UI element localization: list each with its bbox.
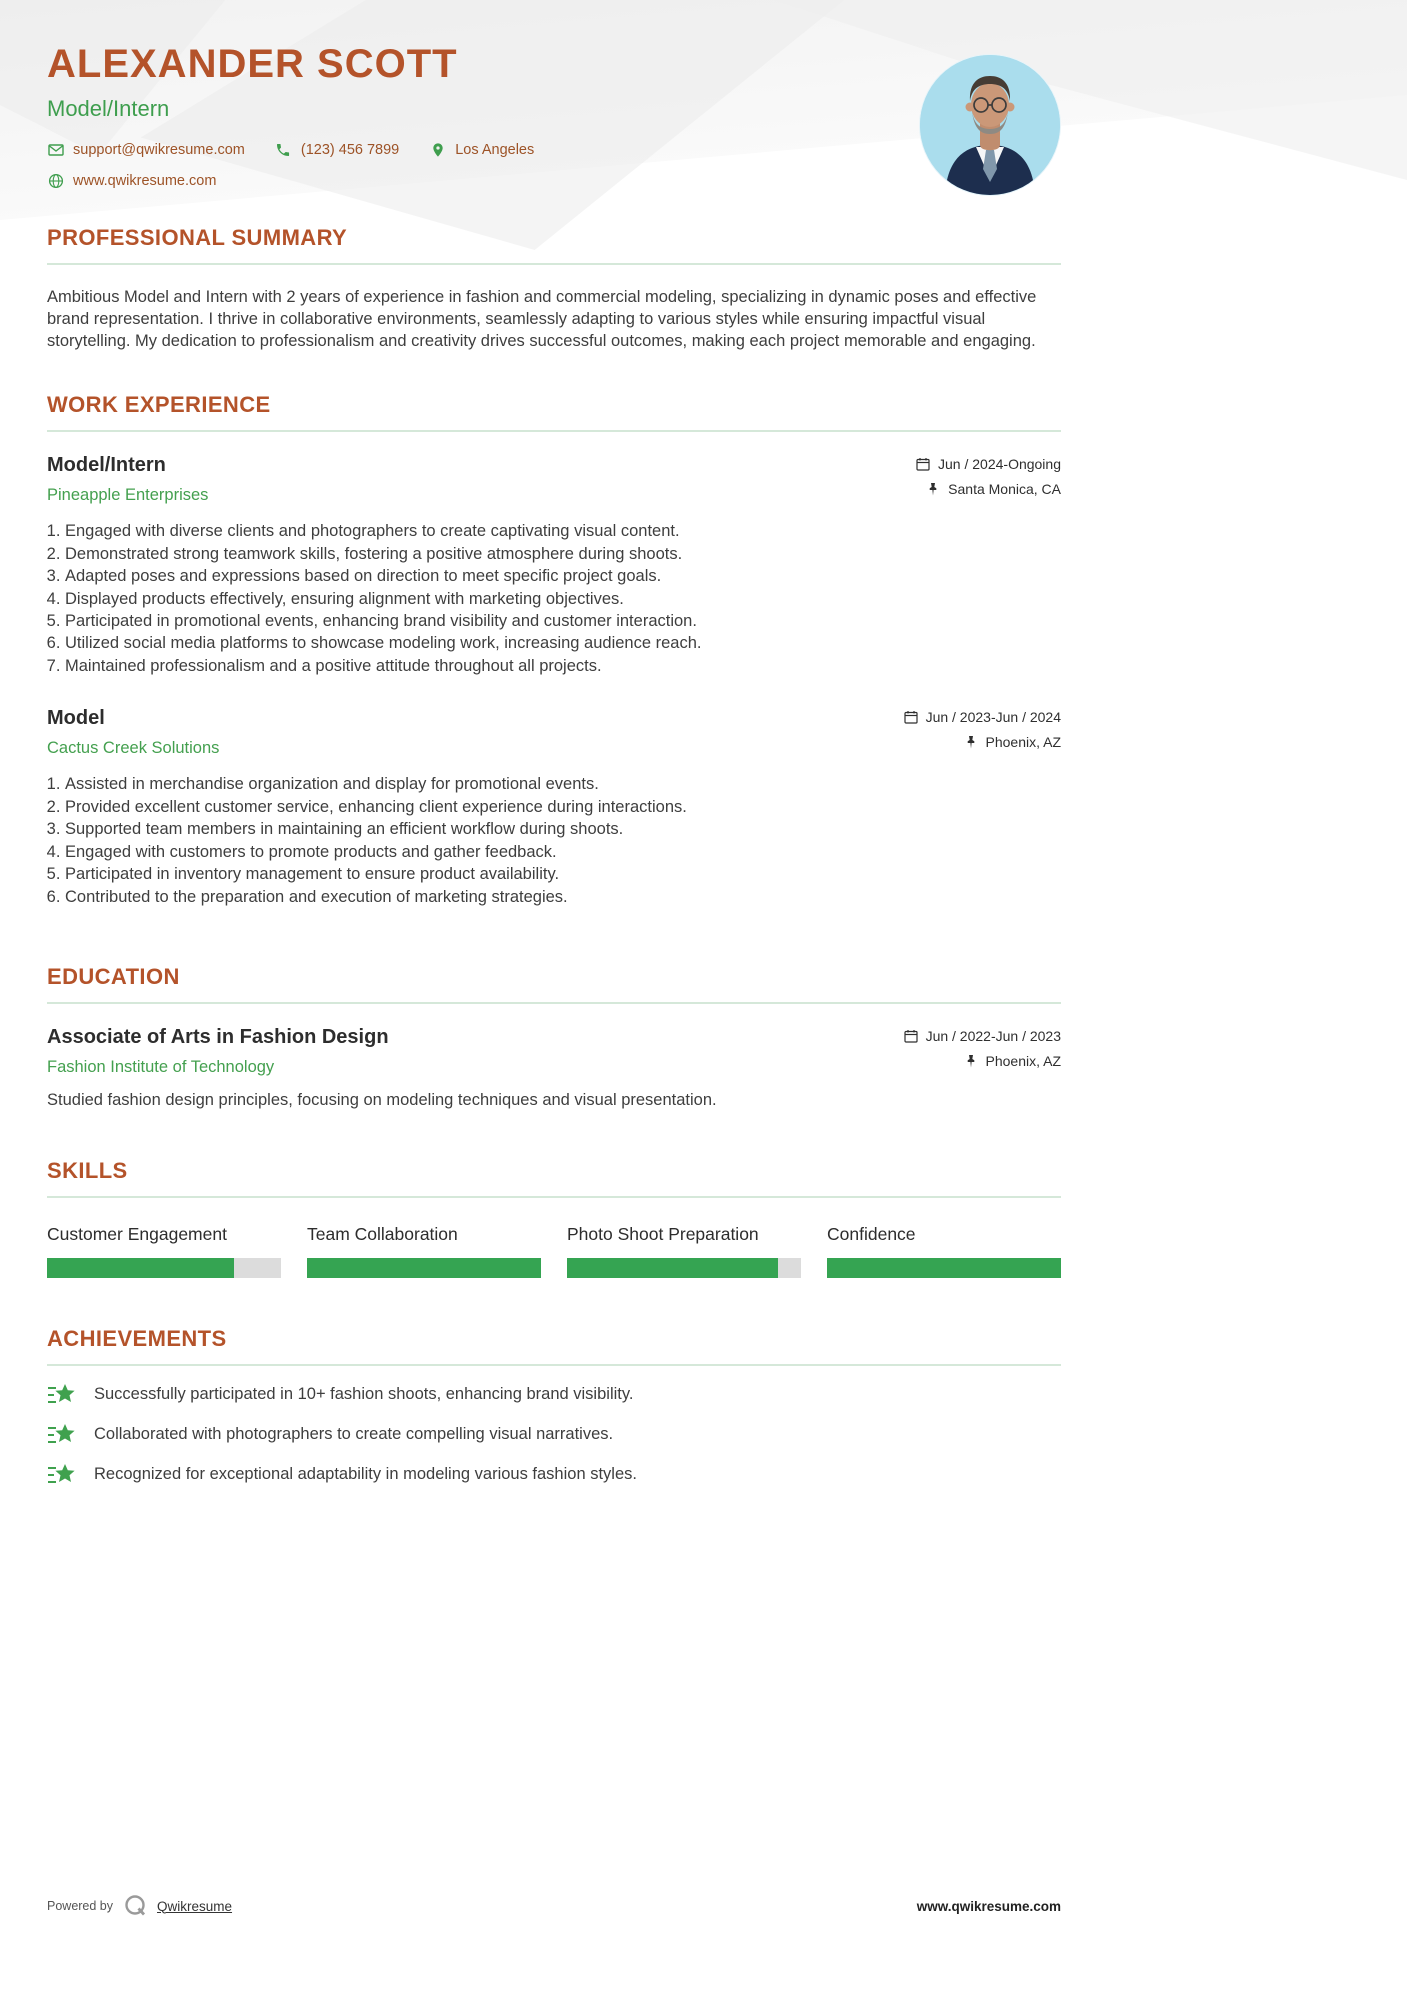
education-description: Studied fashion design principles, focusing on modeling techniques and visual presentation. — [47, 1090, 717, 1109]
job-bullet: 2. Demonstrated strong teamwork skills, fostering a positive atmosphere during shoots. — [65, 544, 1061, 565]
education-dates: Jun / 2022-Jun / 2023 — [925, 1027, 1061, 1044]
education-meta — [904, 1026, 1061, 1069]
resume-header — [0, 0, 1407, 189]
job-bullet: 4. Engaged with customers to promote products and gather feedback. — [65, 842, 1061, 863]
page-footer — [47, 1893, 1061, 1919]
skill-bar — [307, 1258, 541, 1278]
achievement-text: Collaborated with photographers to create compelling visual narratives. — [94, 1425, 614, 1444]
school-name: Fashion Institute of Technology — [47, 1057, 275, 1076]
profile-photo — [920, 55, 1060, 195]
job-bullet: 4. Displayed products effectively, ensuring alignment with marketing objectives. — [65, 589, 1061, 610]
work-heading: WORK EXPERIENCE — [47, 392, 271, 418]
skill-item — [827, 1224, 1061, 1278]
degree-title: Associate of Arts in Fashion Design — [47, 1025, 389, 1048]
skill-bar-fill — [307, 1258, 541, 1278]
envelope-icon — [47, 141, 64, 158]
job-location: Phoenix, AZ — [985, 734, 1061, 751]
job-location: Santa Monica, CA — [948, 481, 1061, 498]
section-divider — [47, 1364, 1061, 1366]
skill-name: Team Collaboration — [307, 1223, 458, 1244]
skill-name: Customer Engagement — [47, 1223, 227, 1244]
skill-bar-fill — [567, 1258, 778, 1278]
contact-row-1 — [47, 141, 1407, 158]
globe-icon — [47, 172, 64, 189]
phone-text: (123) 456 7899 — [300, 141, 400, 158]
job-company: Cactus Creek Solutions — [47, 739, 220, 758]
section-divider — [47, 1196, 1061, 1198]
pushpin-icon — [964, 735, 978, 749]
job-bullet: 5. Participated in inventory management to ensure product availability. — [65, 864, 1061, 885]
job-bullet: 3. Adapted poses and expressions based on direction to meet specific project goals. — [65, 566, 1061, 587]
person-portrait-illustration — [920, 55, 1060, 195]
section-professional-summary — [47, 225, 1061, 352]
footer-website: www.qwikresume.com — [916, 1898, 1061, 1914]
location-contact — [429, 141, 534, 158]
skill-name: Photo Shoot Preparation — [567, 1223, 759, 1244]
section-achievements — [47, 1326, 1061, 1488]
skill-item — [307, 1224, 541, 1278]
email-contact[interactable] — [47, 141, 245, 158]
achievement-text: Successfully participated in 10+ fashion shoots, enhancing brand visibility. — [94, 1385, 634, 1404]
skill-item — [567, 1224, 801, 1278]
section-education — [47, 964, 1061, 1110]
skill-item — [47, 1224, 281, 1278]
job-company: Pineapple Enterprises — [47, 486, 209, 505]
summary-text: Ambitious Model and Intern with 2 years of experience in fashion and commercial modeling, specializing in dynamic poses and effective brand representation. I thrive in collaborative environments, seamlessly adapting to various styles while ensuring impactful visual storytelling. My dedication to professionalism and creativity drives successful outcomes, making each project memorable and engaging. — [47, 288, 1037, 350]
calendar-icon — [916, 457, 930, 471]
pushpin-icon — [964, 1054, 978, 1068]
map-pin-icon — [429, 141, 446, 158]
location-text: Los Angeles — [455, 141, 535, 158]
skill-bar-fill — [827, 1258, 1061, 1278]
job-bullet: 1. Assisted in merchandise organization and display for promotional events. — [65, 774, 1061, 795]
calendar-icon — [904, 1029, 918, 1043]
powered-by — [47, 1893, 232, 1919]
education-entry — [47, 1026, 1061, 1110]
achievement-item — [47, 1382, 1061, 1408]
star-badge-icon — [47, 1382, 75, 1408]
job-dates: Jun / 2023-Jun / 2024 — [925, 709, 1061, 726]
achievements-heading: ACHIEVEMENTS — [47, 1325, 227, 1351]
job-meta — [916, 454, 1061, 497]
website-contact[interactable] — [47, 172, 216, 189]
candidate-name: ALEXANDER SCOTT — [47, 42, 458, 86]
section-work-experience — [47, 392, 1061, 908]
achievement-item — [47, 1422, 1061, 1448]
education-location: Phoenix, AZ — [985, 1052, 1061, 1069]
phone-contact[interactable] — [275, 141, 399, 158]
skill-bar — [567, 1258, 801, 1278]
job-dates: Jun / 2024-Ongoing — [938, 456, 1061, 473]
section-divider — [47, 430, 1061, 432]
job-title: Model/Intern — [47, 454, 166, 477]
website-text: www.qwikresume.com — [73, 172, 217, 189]
job-bullet: 5. Participated in promotional events, enhancing brand visibility and customer interaction. — [65, 611, 1061, 632]
email-text: support@qwikresume.com — [73, 141, 245, 158]
section-divider — [47, 263, 1061, 265]
job-bullet: 3. Supported team members in maintaining an efficient workflow during shoots. — [65, 819, 1061, 840]
section-skills — [47, 1158, 1061, 1278]
job-entry-2 — [47, 707, 1061, 908]
job-title: Model — [47, 707, 105, 730]
qwikresume-link[interactable]: Qwikresume — [157, 1898, 233, 1914]
achievement-item — [47, 1462, 1061, 1488]
job-bullets — [47, 774, 1061, 908]
job-bullet: 2. Provided excellent customer service, enhancing client experience during interactions. — [65, 797, 1061, 818]
job-bullets — [47, 521, 1061, 677]
job-bullet: 6. Utilized social media platforms to showcase modeling work, increasing audience reach. — [65, 633, 1061, 654]
job-bullet: 7. Maintained professionalism and a positive attitude throughout all projects. — [65, 656, 1061, 677]
skill-name: Confidence — [827, 1223, 916, 1244]
job-entry-1 — [47, 454, 1061, 677]
skill-bar-fill — [47, 1258, 234, 1278]
powered-by-label: Powered by — [47, 1899, 114, 1913]
skill-bar — [47, 1258, 281, 1278]
candidate-title: Model/Intern — [47, 96, 170, 121]
achievements-list — [47, 1382, 1061, 1488]
education-heading: EDUCATION — [47, 963, 180, 989]
section-divider — [47, 1002, 1061, 1004]
skills-heading: SKILLS — [47, 1157, 128, 1183]
star-badge-icon — [47, 1422, 75, 1448]
star-badge-icon — [47, 1462, 75, 1488]
phone-icon — [275, 141, 292, 158]
summary-heading: PROFESSIONAL SUMMARY — [47, 225, 348, 250]
skill-bar — [827, 1258, 1061, 1278]
job-bullet: 6. Contributed to the preparation and execution of marketing strategies. — [65, 887, 1061, 908]
contact-row-2 — [47, 172, 1407, 189]
skills-grid — [47, 1224, 1061, 1278]
achievement-text: Recognized for exceptional adaptability in modeling various fashion styles. — [94, 1465, 637, 1484]
calendar-icon — [904, 710, 918, 724]
job-bullet: 1. Engaged with diverse clients and photographers to create captivating visual content. — [65, 521, 1061, 542]
pushpin-icon — [926, 482, 940, 496]
job-meta — [904, 707, 1061, 750]
qwikresume-logo-icon — [122, 1893, 148, 1919]
